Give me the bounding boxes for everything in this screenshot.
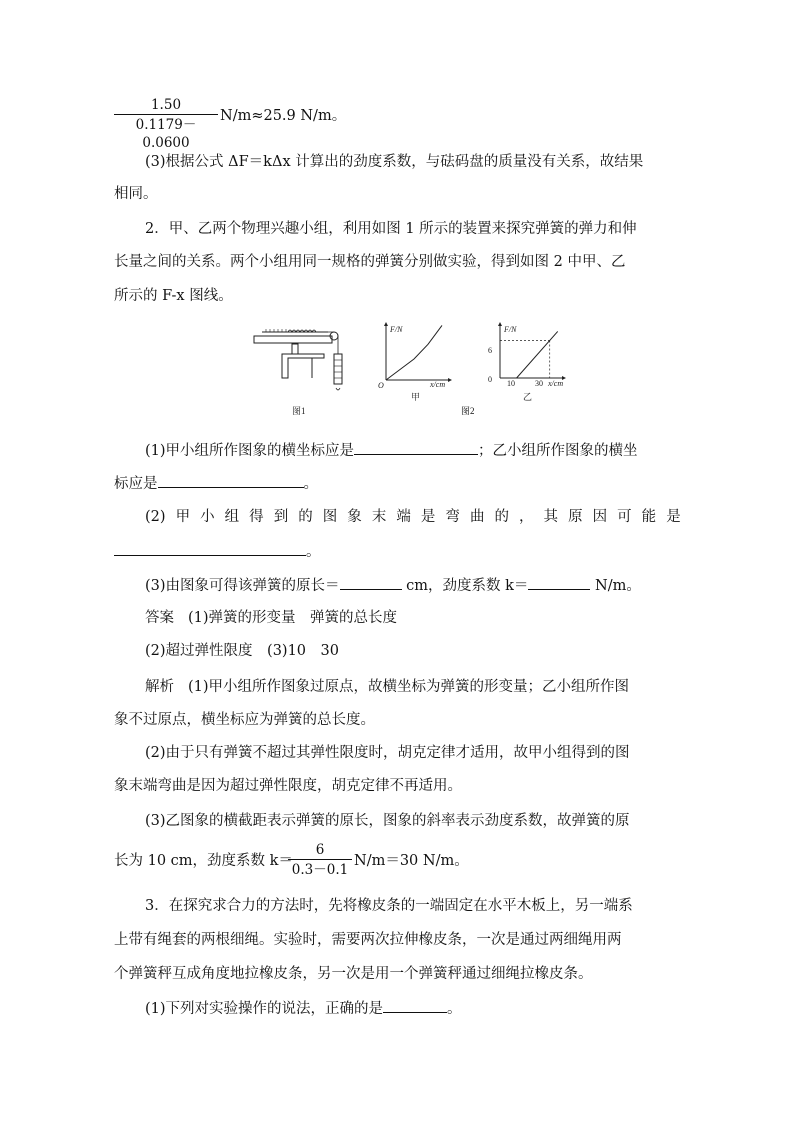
chart-yi-y-tick: 6 bbox=[488, 346, 492, 355]
subquestion-1-text: 。 bbox=[303, 476, 318, 492]
subquestion-2-char: 曲 bbox=[469, 509, 485, 525]
chart-jia-origin: O bbox=[378, 381, 384, 390]
subquestion-2-line1 bbox=[145, 507, 681, 527]
analysis-line4: 象末端弯曲是因为超过弹性限度，胡克定律不再适用。 bbox=[114, 778, 462, 794]
analysis-line5: (3)乙图象的横截距表示弹簧的原长，图象的斜率表示劲度系数，故弹簧的原 bbox=[145, 813, 630, 829]
fraction-denominator: 0.1179－0.0600 bbox=[114, 114, 218, 152]
subquestion-2-char: 图 bbox=[322, 509, 338, 525]
fraction-result: N/m≈25.9 N/m。 bbox=[220, 108, 347, 124]
table-top bbox=[254, 336, 332, 343]
analysis-line6a: 长为 10 cm，劲度系数 k＝ bbox=[114, 853, 293, 869]
analysis-line3: (2)由于只有弹簧不超过其弹性限度时，胡克定律才适用，故甲小组得到的图 bbox=[145, 745, 630, 761]
subquestion-2-char: 是 bbox=[420, 509, 436, 525]
question-3-line: 3．在探究求合力的方法时，先将橡皮条的一端固定在水平木板上，另一端系 bbox=[145, 898, 633, 914]
subquestion-2-char: 象 bbox=[347, 509, 362, 525]
subquestion-2-line2 bbox=[114, 541, 321, 562]
question-3-line: 上带有绳套的两根细绳。实验时，需要两次拉伸橡皮条，一次是通过两细绳用两 bbox=[114, 932, 622, 948]
chart-yi-caption: 乙 bbox=[523, 392, 533, 402]
subquestion-2-char: ， bbox=[519, 509, 534, 525]
answer-label: 答案 bbox=[145, 610, 174, 626]
paragraph-line: 相同。 bbox=[114, 186, 158, 202]
clamp bbox=[282, 354, 324, 378]
subquestion-1-text: (1)甲小组所作图象的横坐标应是 bbox=[145, 443, 355, 459]
chart-yi-origin: 0 bbox=[488, 375, 492, 384]
apparatus-figure bbox=[252, 318, 364, 418]
subquestion-2-char: 可 bbox=[617, 509, 632, 525]
chart-jia-xlabel: x/cm bbox=[430, 380, 446, 389]
subquestion-1-line2 bbox=[114, 473, 318, 494]
subquestion-1-text: 标应是 bbox=[114, 476, 158, 492]
subquestion-2-char: 甲 bbox=[175, 509, 191, 525]
question-3-subquestion-1 bbox=[145, 998, 462, 1019]
subquestion-2-char: 弯 bbox=[445, 509, 460, 525]
fraction-spring-constant bbox=[114, 96, 218, 152]
question-2-line: 2．甲、乙两个物理兴趣小组，利用如图 1 所示的装置来探究弹簧的弹力和伸 bbox=[145, 221, 637, 237]
subquestion-2-char: 能 bbox=[641, 509, 657, 525]
chart-yi-ylabel: F/N bbox=[504, 325, 517, 334]
chart-yi-x-tick-30: 30 bbox=[535, 379, 543, 388]
answer-blank-3[interactable] bbox=[114, 541, 306, 556]
subquestion-1-line1 bbox=[145, 440, 638, 461]
answer-blank-5[interactable] bbox=[528, 575, 590, 590]
analysis-line1 bbox=[145, 677, 629, 697]
subquestion-3-text: (3)由图象可得该弹簧的原长＝ bbox=[145, 578, 340, 594]
question-3-subquestion-text: (1)下列对实验操作的说法，正确的是 bbox=[145, 1001, 384, 1017]
answer-line2: (2)超过弹性限度 (3)10 30 bbox=[145, 643, 339, 659]
answer-blank-2[interactable] bbox=[158, 473, 304, 488]
paragraph-line: (3)根据公式 ΔF＝kΔx 计算出的劲度系数，与砝码盘的质量没有关系，故结果 bbox=[145, 154, 644, 170]
subquestion-2-end: 。 bbox=[306, 544, 321, 560]
subquestion-2-char: 的 bbox=[298, 509, 313, 525]
fraction-numerator: 1.50 bbox=[150, 97, 182, 113]
chart-yi-xlabel: x/cm bbox=[548, 379, 564, 388]
subquestion-2-char: 是 bbox=[666, 509, 681, 525]
weights bbox=[334, 354, 342, 384]
subquestion-3-text: cm，劲度系数 k＝ bbox=[401, 578, 529, 594]
subquestion-1-text: ；乙小组所作图象的横坐 bbox=[478, 443, 638, 459]
subquestion-2-char: 末 bbox=[371, 509, 387, 525]
subquestion-2-char: 的 bbox=[494, 509, 509, 525]
subquestion-2-char: 得 bbox=[249, 509, 264, 525]
subquestion-2-char: 端 bbox=[396, 509, 411, 525]
subquestion-3-text: N/m。 bbox=[590, 578, 641, 594]
subquestion-3-line bbox=[145, 575, 641, 596]
fraction-k bbox=[288, 841, 352, 879]
answer-text: (1)弹簧的形变量 弹簧的总长度 bbox=[188, 610, 398, 626]
question-3-line: 个弹簧秤互成角度地拉橡皮条，另一次是用一个弹簧秤通过细绳拉橡皮条。 bbox=[114, 966, 593, 982]
question-2-line: 长量之间的关系。两个小组用同一规格的弹簧分别做实验，得到如图 2 中甲、乙 bbox=[114, 254, 626, 270]
answer-blank-6[interactable] bbox=[383, 998, 447, 1013]
answer-blank-4[interactable] bbox=[340, 575, 402, 590]
chart-yi-x-tick-10: 10 bbox=[507, 379, 515, 388]
fraction-k-numerator: 6 bbox=[315, 842, 325, 858]
analysis-line6b: N/m＝30 N/m。 bbox=[354, 853, 469, 869]
answer-line1 bbox=[145, 608, 397, 628]
question-3-subquestion-end: 。 bbox=[447, 1001, 462, 1017]
figure-1-caption: 图1 bbox=[292, 406, 306, 416]
chart-jia-ylabel: F/N bbox=[390, 325, 403, 334]
chart-jia-caption: 甲 bbox=[411, 392, 421, 402]
chart-jia bbox=[376, 320, 456, 402]
analysis-text: (1)甲小组所作图象过原点，故横坐标为弹簧的形变量；乙小组所作图 bbox=[188, 679, 630, 695]
figure-2-caption: 图2 bbox=[461, 406, 475, 416]
analysis-line2: 象不过原点，横坐标应为弹簧的总长度。 bbox=[114, 712, 375, 728]
subquestion-2-char: 原 bbox=[568, 509, 583, 525]
analysis-label: 解析 bbox=[145, 679, 174, 695]
chart-yi-series-line bbox=[517, 331, 558, 378]
subquestion-2-char: 其 bbox=[543, 509, 559, 525]
fraction-k-denominator: 0.3－0.1 bbox=[288, 859, 352, 879]
subquestion-2-char: 小 bbox=[200, 509, 215, 525]
subquestion-2-char: 组 bbox=[224, 509, 240, 525]
subquestion-2-char: (2) bbox=[145, 509, 166, 525]
subquestion-2-char: 因 bbox=[592, 509, 608, 525]
chart-yi bbox=[480, 320, 572, 404]
subquestion-2-char: 到 bbox=[273, 509, 289, 525]
answer-blank-1[interactable] bbox=[354, 440, 478, 455]
question-2-line: 所示的 F-x 图线。 bbox=[114, 288, 233, 304]
